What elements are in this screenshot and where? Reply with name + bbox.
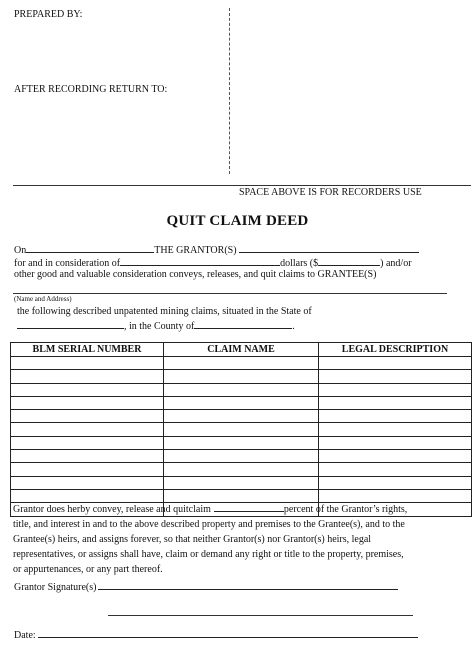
- claim-name-cell[interactable]: [164, 410, 319, 423]
- clause-line2: title, and interest in and to the above described property and premises to the Grantee(s), and to the: [13, 519, 405, 530]
- after-recording-label: AFTER RECORDING RETURN TO:: [14, 84, 168, 95]
- legal-description-cell[interactable]: [319, 463, 472, 476]
- page-title: QUIT CLAIM DEED: [166, 213, 309, 229]
- legal-description-cell[interactable]: [319, 489, 472, 502]
- consideration-field[interactable]: [120, 256, 280, 266]
- table-row: [11, 357, 472, 370]
- claim-name-cell[interactable]: [164, 396, 319, 409]
- blm-serial-cell[interactable]: [11, 463, 164, 476]
- table-row: [11, 383, 472, 396]
- date-field[interactable]: [26, 243, 154, 253]
- legal-description-cell[interactable]: [319, 476, 472, 489]
- quitclaim-clause: [13, 502, 469, 577]
- claim-name-cell[interactable]: [164, 450, 319, 463]
- blm-serial-cell[interactable]: [11, 489, 164, 502]
- clause-part1: Grantor does herby convey, release and quitclaim: [13, 504, 211, 515]
- legal-description-cell[interactable]: [319, 436, 472, 449]
- blm-serial-cell[interactable]: [11, 423, 164, 436]
- legal-description-cell[interactable]: [319, 410, 472, 423]
- clause-part2: percent of the Grantor’s rights,: [283, 504, 408, 515]
- grantor-signature-label: Grantor Signature(s): [14, 582, 97, 593]
- dollar-amount-field[interactable]: [318, 256, 380, 266]
- claim-name-cell[interactable]: [164, 436, 319, 449]
- state-county-line: [17, 319, 295, 333]
- table-row: [11, 423, 472, 436]
- claim-name-cell[interactable]: [164, 383, 319, 396]
- name-address-label: (Name and Address): [14, 295, 72, 303]
- on-line: [14, 243, 419, 257]
- claim-name-cell[interactable]: [164, 463, 319, 476]
- state-field[interactable]: [17, 319, 124, 329]
- claim-name-cell[interactable]: [164, 489, 319, 502]
- space-above-label: SPACE ABOVE IS FOR RECORDERS USE: [239, 187, 422, 198]
- recorder-line: [13, 185, 471, 186]
- blm-serial-cell[interactable]: [11, 476, 164, 489]
- blm-serial-cell[interactable]: [11, 396, 164, 409]
- county-label: , in the County of: [124, 321, 195, 332]
- legal-description-cell[interactable]: [319, 370, 472, 383]
- col-claim-name: CLAIM NAME: [164, 343, 319, 357]
- grantor-name-field[interactable]: [239, 243, 419, 253]
- following-text: the following described unpatented mining claims, situated in the State of: [17, 306, 312, 317]
- blm-serial-cell[interactable]: [11, 357, 164, 370]
- table-row: [11, 463, 472, 476]
- col-legal-description: LEGAL DESCRIPTION: [319, 343, 472, 357]
- clause-line4: representatives, or assigns shall have, claim or demand any right or title to the property, premises,: [13, 549, 404, 560]
- grantor-label: THE GRANTOR(S): [154, 245, 237, 256]
- consideration-line: [14, 256, 412, 270]
- consideration-label: for and in consideration of: [14, 258, 121, 269]
- grantor-signature-line: [14, 580, 398, 594]
- date-line: [14, 628, 418, 642]
- legal-description-cell[interactable]: [319, 450, 472, 463]
- claim-name-cell[interactable]: [164, 357, 319, 370]
- table-row: [11, 410, 472, 423]
- table-row: [11, 396, 472, 409]
- table-row: [11, 370, 472, 383]
- other-good-text: other good and valuable consideration conveys, releases, and quit claims to GRANTEE(S): [14, 269, 377, 280]
- claim-name-cell[interactable]: [164, 476, 319, 489]
- blm-serial-cell[interactable]: [11, 436, 164, 449]
- table-row: [11, 436, 472, 449]
- blm-serial-cell[interactable]: [11, 383, 164, 396]
- table-header-row: [11, 343, 472, 357]
- claim-name-cell[interactable]: [164, 423, 319, 436]
- claims-table: [10, 342, 472, 517]
- andor-label: ) and/or: [380, 258, 412, 269]
- table-row: [11, 476, 472, 489]
- legal-description-cell[interactable]: [319, 423, 472, 436]
- county-field[interactable]: [194, 319, 292, 329]
- dollars-label: dollars ($: [280, 258, 319, 269]
- grantee-line[interactable]: [13, 293, 447, 294]
- table-row: [11, 450, 472, 463]
- blm-serial-cell[interactable]: [11, 370, 164, 383]
- period: .: [292, 321, 295, 332]
- percent-field[interactable]: [214, 502, 284, 512]
- table-row: [11, 489, 472, 502]
- on-label: On: [14, 245, 27, 256]
- blm-serial-cell[interactable]: [11, 410, 164, 423]
- date-label: Date:: [14, 630, 36, 641]
- legal-description-cell[interactable]: [319, 383, 472, 396]
- clause-line5: or appurtenances, or any part thereof.: [13, 564, 163, 575]
- clause-line3: Grantee(s) heirs, and assigns forever, so that neither Grantor(s) nor Grantor(s) heirs, legal: [13, 534, 372, 545]
- col-blm-serial: BLM SERIAL NUMBER: [11, 343, 164, 357]
- header-divider: [229, 8, 230, 174]
- legal-description-cell[interactable]: [319, 396, 472, 409]
- date-signature-field[interactable]: [38, 628, 418, 638]
- claim-name-cell[interactable]: [164, 370, 319, 383]
- grantor-signature-field[interactable]: [98, 580, 398, 590]
- prepared-by-label: PREPARED BY:: [14, 9, 83, 20]
- second-signature-line[interactable]: [108, 615, 413, 616]
- blm-serial-cell[interactable]: [11, 450, 164, 463]
- legal-description-cell[interactable]: [319, 357, 472, 370]
